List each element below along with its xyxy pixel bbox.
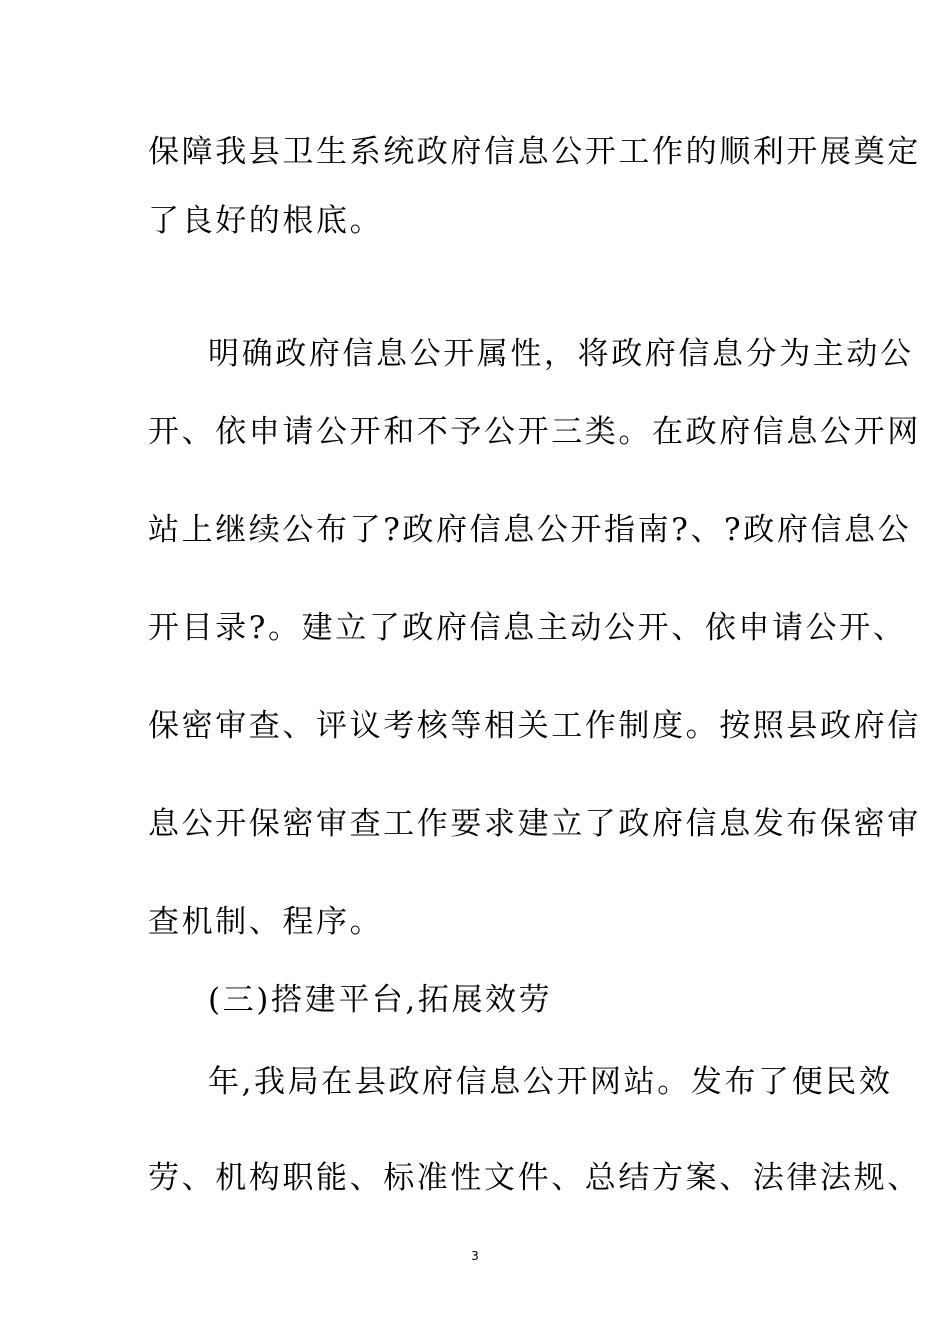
paragraph-line: 开目录?。建立了政府信息主动公开、依申请公开、: [148, 610, 907, 646]
paragraph-line: 站上继续公布了?政府信息公开指南?、?政府信息公: [148, 512, 912, 548]
paragraph-line: 了良好的根底。: [148, 203, 384, 239]
section-heading: (三)搭建平台,拓展效劳: [208, 982, 553, 1018]
paragraph-line: 保障我县卫生系统政府信息公开工作的顺利开展奠定: [148, 134, 921, 170]
paragraph-line: 开、依申请公开和不予公开三类。在政府信息公开网: [148, 414, 921, 450]
paragraph-line: 明确政府信息公开属性，将政府信息分为主动公: [208, 336, 914, 372]
paragraph-line: 年,我局在县政府信息公开网站。发布了便民效: [208, 1064, 893, 1100]
paragraph-line: 劳、机构职能、标准性文件、总结方案、法律法规、: [148, 1160, 921, 1196]
paragraph-line: 保密审查、评议考核等相关工作制度。按照县政府信: [148, 708, 921, 744]
paragraph-line: 息公开保密审查工作要求建立了政府信息发布保密审: [148, 806, 921, 842]
paragraph-line: 查机制、程序。: [148, 904, 384, 940]
page-number: 3: [471, 1249, 479, 1263]
